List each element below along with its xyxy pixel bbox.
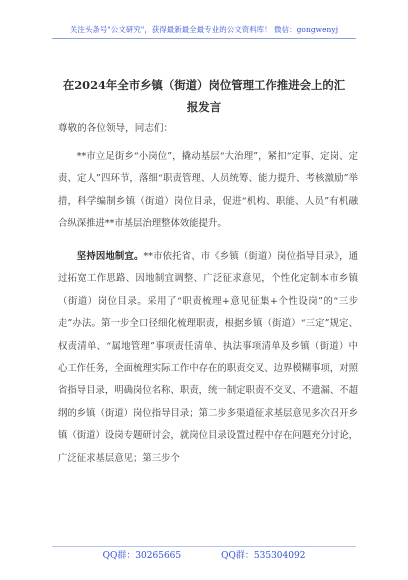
top-banner: 关注头条号"公文研究"，获得最新最全最专业的公文资料库！ 微信：gongwenyj	[69, 25, 339, 34]
paragraph-section-1	[58, 246, 358, 546]
paragraph-section-1-text: **市依托省、市《乡镇（街道）岗位指导目录》，通过拓宽工作思路、因地制宜调整、广泛征求意见，个性化定制本市乡镇（街道）岗位目录。采用了“职责梳理+意见征集+个性设岗”的“三步走”办法。第一步全口径细化梳理职责，根据乡镇（街道）“三定”规定、权责清单、“属地管理”事项责任清单、执法事项清单及乡镇（街道）中心工作任务，全面梳理实际工作中存在的职责交叉、边界模糊事项，对照省指导目录，明确岗位名称、职责，统一制定职责不交叉、不遗漏、不超纲的乡镇（街道）岗位指导目录；第二步多渠道征求基层意见多次召开乡镇（街道）设岗专题研讨会，就岗位目录设置过程中存在问题充分讨论，广泛征求基层意见；第三步个	[58, 251, 358, 464]
greeting: 尊敬的各位领导，同志们：	[58, 123, 174, 134]
document-title: 在2024年全市乡镇（街道）岗位管理工作推进会上的汇报发言	[62, 78, 346, 114]
footer-qq-group-2: QQ群：535304092	[221, 551, 306, 561]
footer-qq-group-1: QQ群：30265665	[102, 551, 182, 561]
footer	[0, 548, 408, 561]
paragraph-intro-text: **市立足街乡“小岗位”，撬动基层“大治理”，紧扣“定事、定岗、定责、定人”四环节，落细“职责管理、人员统筹、能力提升、考核激励”举措，科学编制乡镇（街道）岗位目录，促进“机构、职能、人员”有机融合纵深推进**市基层治理整体效能提升。	[58, 151, 358, 230]
footer-divider	[52, 546, 356, 547]
banner-divider	[52, 38, 356, 39]
section-heading: 坚持因地制宜。	[76, 251, 144, 262]
paragraph-intro	[58, 146, 358, 236]
